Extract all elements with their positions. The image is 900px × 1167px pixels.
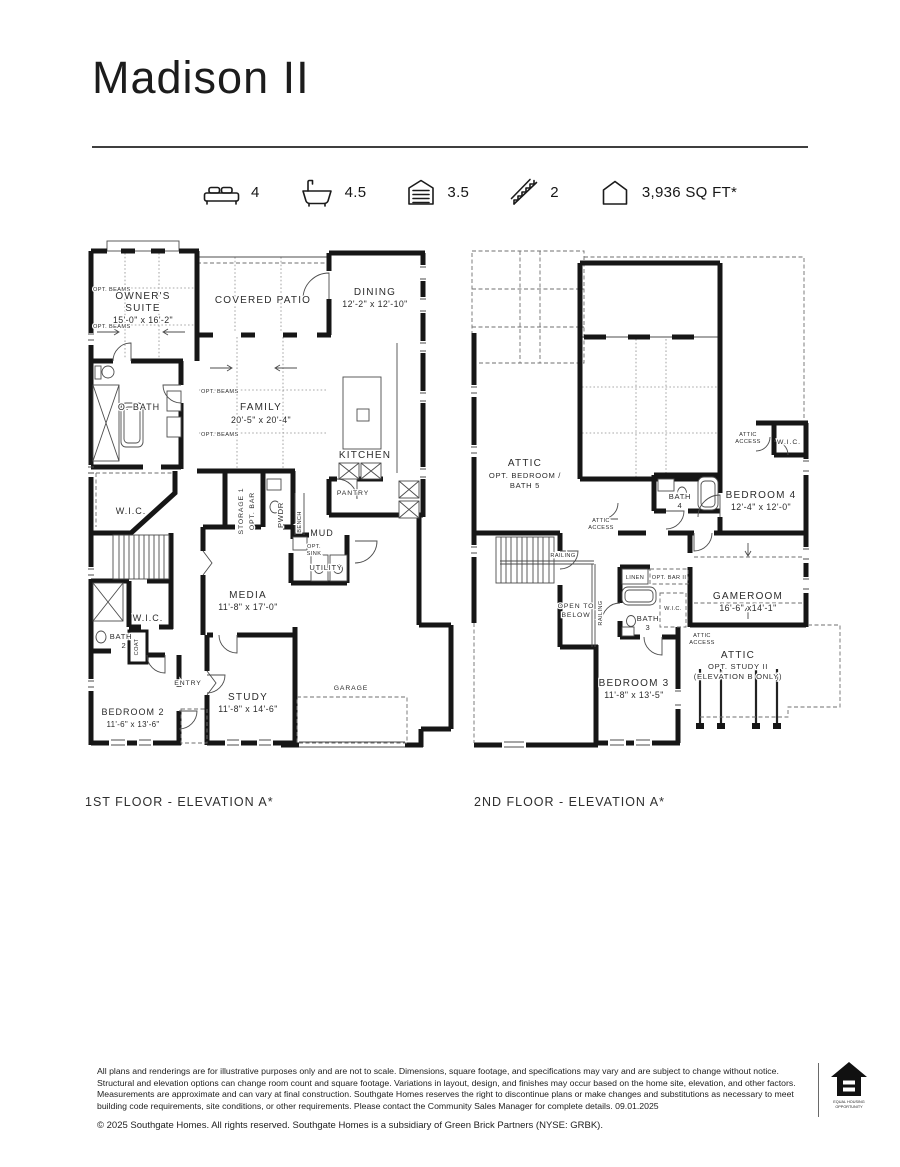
bath3-fixtures <box>622 587 656 636</box>
opt-sink-fixture <box>293 537 307 550</box>
attic-access-label: ATTIC <box>592 518 610 524</box>
gameroom-dims: 16'-6" x14'-1" <box>719 603 777 613</box>
stairs <box>113 535 169 579</box>
disclaimer-text: All plans and renderings are for illustrative purposes only and are not to scale. Dimensions, square footage, and specifications may vary and are subject to change without notice. Structural and elevation options can change room count and square footage. Variations in layout, design, and finishes may occur based on the home site, elevation, and other factors. Measurements are approximate and can vary at final construction. Southgate Homes reserves the right to discontinue plans or make changes and substitutions as necessary to meet building code requirements, site conditions, or other requirements. Please contact the Community Sales Manager for complete details. 09.01.2025 <box>97 1066 796 1111</box>
attic-opt-label: ATTIC <box>507 458 543 469</box>
media-label: MEDIA <box>229 590 267 601</box>
linen-label: LINEN <box>625 575 645 581</box>
obath-fixtures <box>93 366 181 461</box>
storage-label: STORAGE 1 <box>238 487 245 535</box>
open-below-label: BELOW <box>561 612 591 619</box>
copyright-text: © 2025 Southgate Homes. All rights reserved. Southgate Homes is a subsidiary of Green Brick Partners (NYSE: GRBK). <box>97 1120 603 1131</box>
title-divider <box>92 146 808 148</box>
floor2-plan <box>468 237 860 792</box>
bath3-label: 3 <box>645 623 651 632</box>
garage-label: GARAGE <box>333 685 369 692</box>
opt-sink-label: OPT. <box>306 544 322 550</box>
attic-access-label: ATTIC <box>739 432 757 438</box>
stat-baths <box>300 177 367 207</box>
wic-label: W.I.C. <box>115 506 147 516</box>
bay-window <box>107 241 179 251</box>
attic-access-label: ACCESS <box>735 439 761 445</box>
owners-suite-label: OWNER'S <box>115 291 171 302</box>
stairs-icon <box>509 177 539 207</box>
media-dims: 11'-8" x 17'-0" <box>218 602 278 612</box>
bedrooms-count: 4 <box>251 183 260 201</box>
wic2-label: W.I.C. <box>132 613 164 623</box>
bath4-label: 4 <box>677 501 683 510</box>
bedroom3-dims: 11'-8" x 13'-5" <box>604 690 664 700</box>
dining-label: DINING <box>353 287 397 298</box>
floor1-plan <box>85 235 463 792</box>
bed-icon <box>203 179 240 206</box>
pantry-label: PANTRY <box>336 490 370 497</box>
garage-icon <box>406 178 436 206</box>
floor2-svg <box>468 237 860 787</box>
pwdr-label: PWDR <box>276 501 285 529</box>
attic-access-label: ACCESS <box>689 640 715 646</box>
bath4-label: BATH <box>668 492 692 501</box>
floor1-caption: 1ST FLOOR - ELEVATION A* <box>85 795 274 809</box>
mud-label: MUD <box>310 528 334 538</box>
attic-study-label: OPT. STUDY II <box>707 662 769 671</box>
opt-sink-label: SINK <box>306 551 322 557</box>
attic-study-label: (ELEVATION B ONLY) <box>693 672 783 681</box>
railing-label: RAILING <box>598 600 604 626</box>
stat-stories <box>509 177 559 207</box>
bench-label: BENCH <box>297 511 303 533</box>
equal-housing-logo <box>828 1060 870 1115</box>
obath-label: O. BATH <box>117 402 161 412</box>
floor1-exterior-walls <box>91 251 451 747</box>
bath2-label: BATH <box>109 632 133 641</box>
sqft-value: 3,936 SQ FT* <box>641 183 738 201</box>
stat-sqft <box>599 178 737 206</box>
owners-suite-dims: 15'-0" x 16'-2" <box>112 315 174 325</box>
stairs <box>496 537 554 583</box>
bedroom3-label: BEDROOM 3 <box>598 678 670 689</box>
wic3-label: W.I.C. <box>664 606 682 612</box>
attic-study-label: ATTIC <box>720 650 756 661</box>
entry-label: ENTRY <box>174 680 202 687</box>
dining-dims: 12'-2" x 12'-10" <box>342 299 408 309</box>
wic4-label: W.I.C. <box>777 439 801 446</box>
attic-opt-label: BATH 5 <box>509 481 541 490</box>
eho-text: OPPORTUNITY <box>835 1105 863 1109</box>
stories-count: 2 <box>550 183 559 201</box>
floor2-caption: 2ND FLOOR - ELEVATION A* <box>474 795 665 809</box>
floor1-svg <box>85 235 463 787</box>
bedroom2-dims: 11'-6" x 13'-6" <box>106 720 160 729</box>
covered-patio-label: COVERED PATIO <box>214 295 312 306</box>
opt-beams-label: OPT. BEAMS <box>93 324 131 330</box>
attic-access-label: ACCESS <box>588 525 614 531</box>
bath-icon <box>300 177 334 207</box>
eho-text: EQUAL HOUSING <box>833 1100 865 1104</box>
bedroom2-label: BEDROOM 2 <box>101 707 165 717</box>
utility-label: UTILITY <box>309 563 343 572</box>
bedroom4-label: BEDROOM 4 <box>725 490 797 501</box>
baths-count: 4.5 <box>344 183 367 201</box>
family-label: FAMILY <box>239 402 283 413</box>
family-dims: 20'-5" x 20'-4" <box>230 415 292 425</box>
garage-door-dashed <box>297 697 407 743</box>
open-below-label: OPEN TO <box>557 603 595 610</box>
bath2-label: 2 <box>121 641 127 650</box>
opt-beams-label: OPT. BEAMS <box>201 432 239 438</box>
coat-label: COAT <box>134 638 140 656</box>
opt-beams-label: OPT. BEAMS <box>201 389 239 395</box>
owners-suite-label: SUITE <box>125 303 161 314</box>
study-label: STUDY <box>228 692 268 703</box>
stat-garage <box>406 178 469 206</box>
stat-bedrooms <box>203 179 260 206</box>
garage-count: 3.5 <box>447 183 470 201</box>
attic-access-label: ATTIC <box>693 633 711 639</box>
kitchen-label: KITCHEN <box>338 450 392 461</box>
stats-row <box>203 170 737 214</box>
railing-label: RAILING <box>550 553 576 559</box>
house-icon <box>599 178 631 206</box>
equal-housing-icon <box>829 1060 869 1110</box>
gameroom-label: GAMEROOM <box>712 591 784 602</box>
page-title: Madison II <box>92 52 310 103</box>
attic-opt-label: OPT. BEDROOM / <box>488 471 562 480</box>
opt-bar2-label: OPT. BAR II <box>651 575 687 581</box>
study-dims: 11'-8" x 14'-6" <box>218 704 278 714</box>
opt-beams-label: OPT. BEAMS <box>93 287 131 293</box>
bath3-label: BATH <box>636 614 660 623</box>
opt-bar-label: OPT. BAR <box>249 491 256 531</box>
footer-divider <box>818 1063 819 1117</box>
bedroom4-dims: 12'-4" x 12'-0" <box>730 502 792 512</box>
entry-porch <box>181 709 207 743</box>
